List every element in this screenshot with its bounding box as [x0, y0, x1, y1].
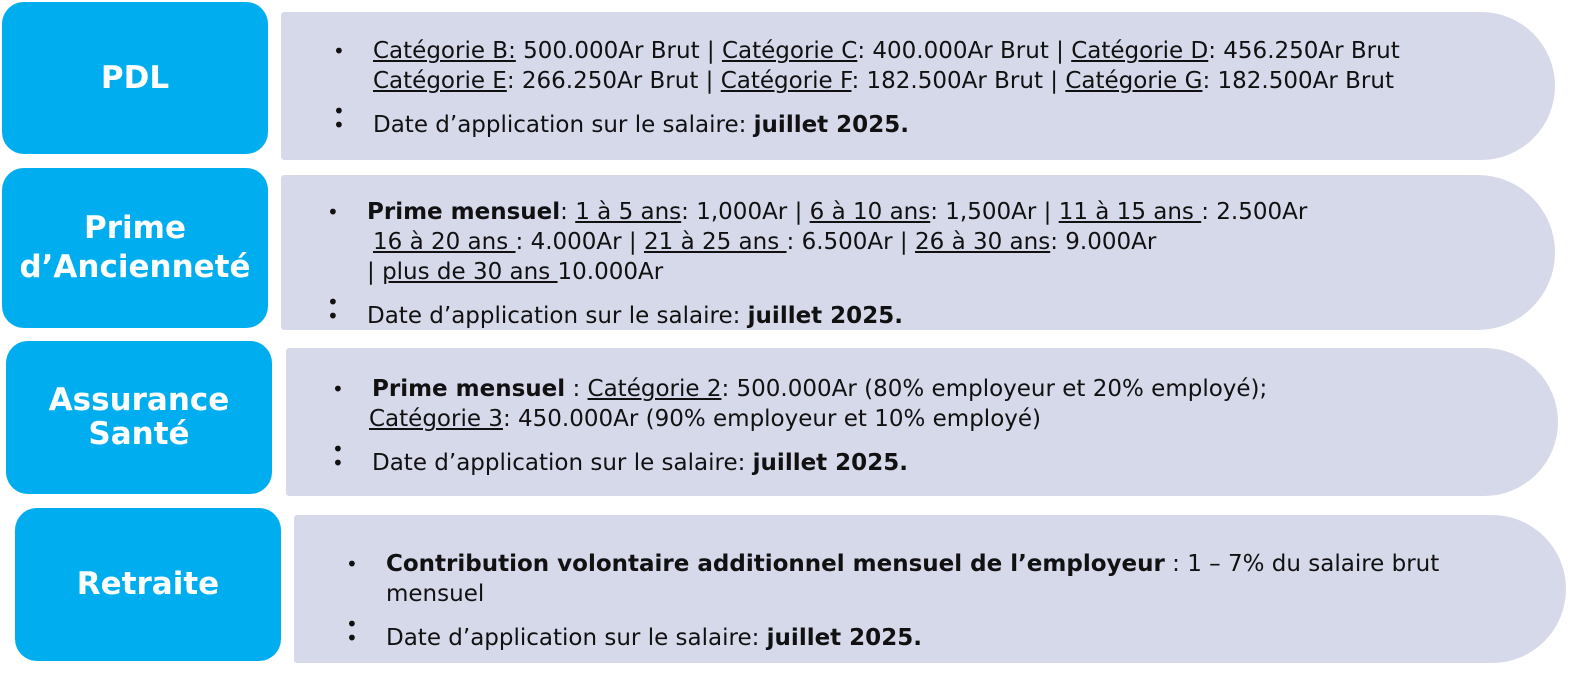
range-6-10-value: : 1,500Ar |: [930, 199, 1059, 225]
date-value: juillet 2025.: [766, 625, 922, 651]
retraite-date-item: [346, 623, 1506, 653]
category-b-value: 500.000Ar Brut |: [515, 38, 722, 64]
category-c-value: : 400.000Ar Brut |: [857, 38, 1072, 64]
spacer: [333, 96, 1555, 110]
spacer: [332, 434, 1558, 448]
anciennete-label: [19, 209, 250, 287]
category-d: Catégorie D: [1071, 38, 1209, 64]
date-prefix: Date d’application sur le salaire:: [373, 112, 754, 138]
assurance-list: [332, 374, 1558, 478]
date-value: juillet 2025.: [747, 303, 903, 329]
range-21-25-value: : 6.500Ar |: [786, 229, 915, 255]
anciennete-content-box: [281, 175, 1555, 330]
range-16-20: 16 à 20 ans: [373, 229, 516, 255]
range-30-plus-value: 10.000Ar: [557, 259, 664, 285]
range-1-5-value: : 1,000Ar |: [681, 199, 810, 225]
assurance-label-line2: Santé: [88, 415, 190, 452]
category-d-value: : 456.250Ar Brut: [1208, 38, 1400, 64]
retraite-list: [346, 549, 1506, 653]
range-26-30: 26 à 30 ans: [915, 229, 1051, 255]
anciennete-list: [327, 197, 1555, 331]
category-e: Catégorie E: [373, 68, 507, 94]
assurance-date-item: [332, 448, 1558, 478]
anciennete-label-line2: d’Ancienneté: [19, 249, 251, 285]
category-g: Catégorie G: [1065, 68, 1203, 94]
pdl-content-box: [281, 12, 1555, 160]
range-30-plus: plus de 30 ans: [382, 259, 558, 285]
range-11-15: 11 à 15 ans: [1058, 199, 1202, 225]
pdl-list: [333, 36, 1555, 140]
anciennete-label-line1: Prime: [84, 210, 186, 247]
assurance-label-line1: Assurance: [48, 382, 230, 419]
separator: :: [560, 199, 576, 225]
category-2: Catégorie 2: [587, 376, 722, 402]
pdl-label: PDL: [100, 59, 170, 96]
retraite-contrib-item: [346, 549, 1506, 609]
anciennete-date-item: [327, 301, 1555, 331]
range-26-30-value: : 9.000Ar: [1050, 229, 1157, 255]
category-3-value: : 450.000Ar (90% employeur et 10% employé): [502, 406, 1042, 432]
category-b: Catégorie B:: [373, 38, 516, 64]
assurance-content-box: [286, 348, 1558, 496]
range-6-10: 6 à 10 ans: [809, 199, 931, 225]
date-value: juillet 2025.: [752, 450, 908, 476]
category-f: Catégorie F: [720, 68, 852, 94]
contribution-label: Contribution volontaire additionnel mensuel de l’employeur: [386, 551, 1165, 577]
retraite-label-box: [15, 508, 281, 661]
pdl-categories-item: [333, 36, 1555, 96]
retraite-content-box: [294, 515, 1566, 663]
category-e-value: : 266.250Ar Brut |: [506, 68, 721, 94]
contribution-value: : 1 – 7% du salaire brut mensuel: [386, 551, 1440, 607]
category-g-value: : 182.500Ar Brut: [1202, 68, 1394, 94]
range-16-20-value: : 4.000Ar |: [515, 229, 644, 255]
spacer: [346, 609, 1506, 623]
pdl-date-item: [333, 110, 1555, 140]
assurance-label-box: [6, 341, 272, 494]
date-prefix: Date d’application sur le salaire:: [367, 303, 748, 329]
date-prefix: Date d’application sur le salaire:: [372, 450, 753, 476]
anciennete-prime-item: [327, 197, 1555, 287]
anciennete-label-box: [2, 168, 268, 328]
spacer: [327, 287, 1555, 301]
range-11-15-value: : 2.500Ar: [1201, 199, 1308, 225]
prime-mensuel-label: Prime mensuel: [367, 199, 561, 225]
date-value: juillet 2025.: [753, 112, 909, 138]
assurance-prime-item: [332, 374, 1558, 434]
assurance-label: [49, 384, 230, 451]
date-prefix: Date d’application sur le salaire:: [386, 625, 767, 651]
category-c: Catégorie C: [721, 38, 858, 64]
retraite-label: Retraite: [76, 566, 220, 603]
category-3: Catégorie 3: [369, 406, 503, 432]
separator: :: [565, 376, 588, 402]
category-2-value: : 500.000Ar (80% employeur et 20% employé);: [721, 376, 1268, 402]
range-21-25: 21 à 25 ans: [644, 229, 787, 255]
pdl-label-box: [2, 2, 268, 154]
category-f-value: : 182.500Ar Brut |: [851, 68, 1066, 94]
prime-mensuel-label: Prime mensuel: [372, 376, 566, 402]
range-1-5: 1 à 5 ans: [575, 199, 682, 225]
range-30-plus-prefix: |: [367, 259, 383, 285]
